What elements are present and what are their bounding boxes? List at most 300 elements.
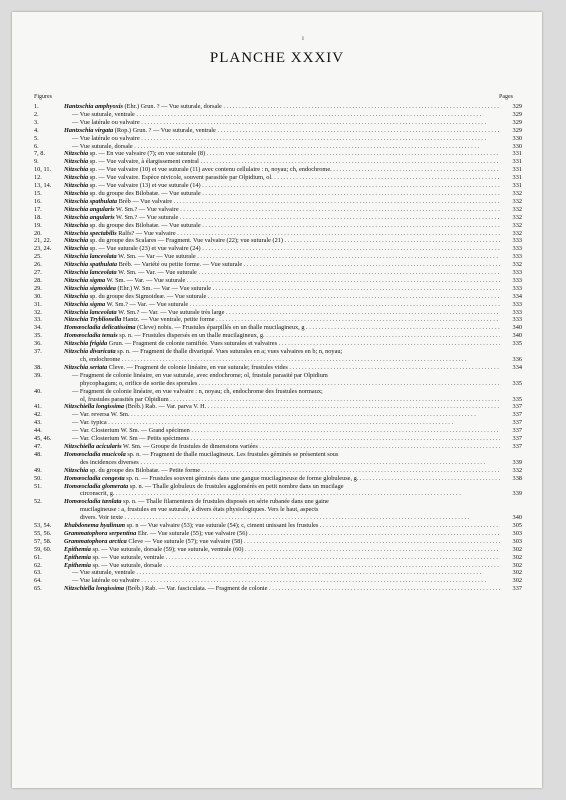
figure-entry-row [34,143,522,151]
figure-list [34,103,522,593]
page-number: 339 [512,490,522,498]
page-number: 335 [512,395,522,403]
figure-number: 37. [34,348,42,356]
figure-entry-row [34,316,522,324]
figure-description [64,277,500,285]
figure-number [34,459,64,467]
figure-description [64,103,500,111]
figure-description [64,380,500,388]
figure-entry-row [34,530,522,538]
species-name: Homœocladia tenuis [64,332,118,340]
figure-entry-row [34,506,522,514]
species-name: Nitzschia [64,166,89,174]
figure-description [64,222,500,230]
species-name: Nitzschia seriata [64,363,108,371]
figure-description [64,245,500,253]
figure-number: 65. [34,585,42,593]
figure-description [64,554,500,562]
figure-number: 49. [34,466,42,474]
species-name: Nitzschia sigma [64,276,106,284]
figure-entry-row [34,332,522,340]
figure-number: 36. [34,340,42,348]
figure-number: 9. [34,158,39,166]
page-number [500,372,522,380]
figure-description [64,577,500,585]
figure-entry-row [34,253,522,261]
description-text: sp. du groupe des Bilobatæ. — Petite forme [88,466,201,474]
description-text: W. Sm.? — Vue valvaire [114,205,179,213]
page-number: 333 [512,300,522,308]
figure-number: 48. [34,450,42,458]
figure-number: 44. [34,427,42,435]
page-number: 330 [512,134,522,142]
figure-number: 5. [34,134,39,142]
figure-description [64,435,500,443]
figure-description [64,135,500,143]
figure-number: 4. [34,126,39,134]
description-text: Cleve — Vue suturale (57); vue valvaire (58) [126,537,243,545]
figure-entry-row [34,285,522,293]
figure-number [34,506,64,514]
figure-description [64,127,500,135]
figure-entry-row [34,569,522,577]
species-name: Nitzschia frigida [64,340,108,348]
figure-entry-row [34,562,522,570]
figure-number [34,396,64,404]
species-name: Nitzschia [64,292,89,300]
species-name: Homœocladia mucicola [64,450,126,458]
figure-entry-row [34,443,522,451]
species-name: Nitzschia spectabilis [64,229,117,237]
description-text: sp. — Vue valvaire (13) et vue suturale (14) [88,182,201,190]
species-name: Nitzschia sigmoidea [64,284,116,292]
figure-entry-row [34,538,522,546]
figure-number: 27. [34,269,42,277]
page-number: 332 [512,205,522,213]
description-text: — Vue latérale ou valvaire [72,118,140,126]
figure-entry-row [34,245,522,253]
description-text: Cleve. — Fragment de colonie linéaire, en vue suturale; frustules vides [107,363,288,371]
description-text: Bréb — Vue valvaire [117,197,173,205]
figure-description [64,451,500,459]
description-text: ol, frustules parasités par Olpidium [80,395,169,403]
figure-number: 42. [34,411,42,419]
figure-number: 64. [34,577,42,585]
page-number: 337 [512,435,522,443]
figure-description [64,562,500,570]
figure-number: 6. [34,142,39,150]
figure-number: 53, 54. [34,522,52,530]
description-text: divers. Voir texte [80,514,123,522]
description-text: des incidences diverses [80,458,139,466]
figures-column-header: Figures [34,94,52,100]
description-text: sp. du groupe des Scalares — Fragment. Vue valvaire (22); vue suturale (21) [88,237,283,245]
figure-entry-row [34,261,522,269]
species-name: Nitzschia [64,182,89,190]
figure-entry-row [34,490,522,498]
page-number: 305 [512,522,522,530]
description-text: sp. du groupe des Sigmoideæ. — Vue suturale [88,292,207,300]
page-title: PLANCHE XXXIV [209,50,345,66]
description-text: sp. du groupe des Bilobatæ. — Vue suturale [88,221,201,229]
figure-entry-row [34,214,522,222]
figure-number: 20. [34,229,42,237]
figure-entry-row [34,230,522,238]
description-text: (Cleve) nobis. — Frustules éparpillés en un thalle mucilagineux, g [135,324,305,332]
description-text: sp. n. — Thalle globuleux de frustules agglomérés en petit nombre dans un mucilage [128,482,344,490]
figure-number: 43. [34,419,42,427]
figure-description [64,475,500,483]
description-text: W. Sm. — Var. — Vue suturale [105,276,186,284]
figure-number: 3. [34,118,39,126]
figure-description [64,293,500,301]
species-name: Nitzschia lanceolata [64,308,117,316]
figure-entry-row [34,166,522,174]
page-number [500,498,522,506]
pages-column-header: Pages [499,94,513,100]
figure-entry-row [34,301,522,309]
figure-description [64,150,500,158]
description-text: — Fragment de colonie linéaire, en vue suturale, avec endochrome; ol, frustule parasité par Olpidium [72,371,328,379]
figure-number: 2. [34,110,39,118]
page-number: 329 [512,103,522,110]
description-text: W. Sm. — Groupe de frustules de dimensions variées [121,442,258,450]
figure-number: 30. [34,292,42,300]
species-name: Nitzschia lanceolata [64,269,117,277]
page-number: 337 [512,411,522,419]
species-name: Nitzschia [64,237,89,245]
figure-number: 57, 58. [34,537,52,545]
figure-entry-row [34,411,522,419]
figure-description [64,285,500,293]
figure-number: 16. [34,197,42,205]
species-name: Nitzschia [64,158,89,166]
description-text: (Rop.) Grun. ? — Vue suturale, ventrale [113,126,216,134]
figure-description [64,182,500,190]
description-text: — Vue suturale, dorsale [72,142,133,150]
description-text: sp. n — Vue valvaire (53); vue suturale (54); c, ciment unissant les frustules [125,522,319,530]
figure-description [64,111,500,119]
figure-entry-row [34,340,522,348]
figure-number: 45, 46. [34,435,52,443]
figure-number: 1. [34,103,39,110]
figure-description [64,546,500,554]
figure-description [64,396,500,404]
page-number: 338 [512,474,522,482]
species-name: Nitzschia [64,150,89,158]
figure-entry-row [34,111,522,119]
page-number: 337 [512,427,522,435]
figure-entry-row [34,103,522,111]
figure-description [64,230,500,238]
figure-entry-row [34,451,522,459]
figure-entry-row [34,467,522,475]
description-text: W. Sm.? — Vue suturale [114,213,179,221]
species-name: Nitzschiella longissima [64,403,125,411]
figure-number: 33. [34,316,42,324]
species-name: Rhabdonema hyalinum [64,522,126,530]
figure-entry-row [34,237,522,245]
description-text: — Var. reversa W. Sm. [72,411,130,419]
description-text: sp. — Vue valvaire. Espèce nivicole, souvent parasitée par Olpidium, ol. [88,174,273,182]
figure-description [64,569,500,577]
figure-entry-row [34,522,522,530]
page-number: 331 [512,166,522,174]
figure-number: 28. [34,276,42,284]
figure-number: 51. [34,482,42,490]
figure-entry-row [34,419,522,427]
description-text: — Var. typica [72,419,107,427]
figure-entry-row [34,222,522,230]
page-number [500,348,522,356]
figure-entry-row [34,324,522,332]
figure-entry-row [34,396,522,404]
figure-description [64,253,500,261]
figure-entry-row [34,364,522,372]
species-name: Hantzschia virgata [64,126,114,134]
figure-description [64,443,500,451]
figure-number: 35. [34,332,42,340]
page-number: 333 [512,269,522,277]
figure-number [34,490,64,498]
figure-description [64,158,500,166]
figure-description [64,372,500,380]
figure-number: 12. [34,174,42,182]
species-name: Homœocladia tænlata [64,498,122,506]
figure-entry-row [34,577,522,585]
description-text: W. Sm.? — Var. — Vue suturale [105,300,189,308]
description-text: mucilagineuse : a, frustules en vue suturale, à divers états physiologiques. Vers le haut, aspects [80,506,319,514]
figure-description [64,411,500,419]
figure-description [64,166,500,174]
figure-entry-row [34,206,522,214]
page-number: 331 [512,158,522,166]
description-text: Grun. — Fragment de colonie ramifiée. Vues suturales et valvaires [107,340,278,348]
page-number [500,451,522,459]
figure-description [64,214,500,222]
figure-description [64,459,500,467]
figure-number: 41. [34,403,42,411]
description-text: W. Sm. — Var. — Vue suturale [116,269,197,277]
figure-entry-row [34,372,522,380]
figure-entry-row [34,403,522,411]
description-text: sp. du groupe des Bilobatæ. — Vue suturale [88,189,201,197]
page-number: 331 [512,182,522,190]
description-text: phycophagum; o, orifice de sortie des sporules [80,379,198,387]
page-number: 332 [512,466,522,474]
figure-description [64,498,500,506]
figure-description [64,143,500,151]
figure-entry-row [34,174,522,182]
page-number: 333 [512,284,522,292]
figure-number: 34. [34,324,42,332]
description-text: (Bréb.) Rab. — Var. parva V. H. [124,403,207,411]
species-name: Nitzschia spathulata [64,197,118,205]
species-name: Homœocladia congesta [64,474,125,482]
figure-number: 39. [34,371,42,379]
species-name: Nitzschia Tryblionella [64,316,122,324]
figure-description [64,490,500,498]
species-name: Nitzschia [64,221,89,229]
species-name: Nitzschia angularis [64,205,115,213]
figure-entry-row [34,277,522,285]
description-text: sp. n. — Frustules souvent géminés dans une gangue mucilagineuse de forme globuleuse, g. [124,474,359,482]
figure-description [64,388,500,396]
page-number: 334 [512,363,522,371]
page-number: 333 [512,316,522,324]
figure-number: 29. [34,284,42,292]
figure-description [64,348,500,356]
figure-description [64,427,500,435]
figure-description [64,585,500,593]
page-number: 333 [512,276,522,284]
figure-description [64,364,500,372]
species-name: Homœocladia glomerata [64,482,129,490]
page-number: 303 [512,529,522,537]
species-name: Nitzschia sigma [64,300,106,308]
page-number: 340 [512,332,522,340]
species-name: Nitzschia [64,189,89,197]
figure-description [64,340,500,348]
page-number: 340 [512,324,522,332]
figure-entry-row [34,135,522,143]
page-number: 337 [512,419,522,427]
page-number: 340 [512,514,522,522]
figure-description [64,506,500,514]
figure-number: 63. [34,569,42,577]
figure-description [64,206,500,214]
description-text: — Fragment de colonie linéaire, en vue valvaire : n, noyau; ch, endochrome des frustules normaux; [72,387,323,395]
figure-number: 13, 14. [34,182,52,190]
document-page [12,12,542,788]
figure-entry-row [34,585,522,593]
page-number: 302 [512,545,522,553]
figure-number: 26. [34,261,42,269]
figure-description [64,324,500,332]
figure-description [64,419,500,427]
description-text: sp. n. — Thalle filamenteux de frustules disposés en série rubanée dans une gaine [121,498,329,506]
figure-entry-row [34,388,522,396]
figure-description [64,198,500,206]
figure-description [64,403,500,411]
page-number: 332 [512,189,522,197]
figure-entry-row [34,190,522,198]
description-text: sp. n. — Fragment de thalle divariqué. Vues suturales en a; vues valvaires en b; n, noyau; [115,348,343,356]
page-number: 329 [512,118,522,126]
page-number: 332 [512,213,522,221]
figure-number: 21, 22. [34,237,52,245]
figure-entry-row [34,348,522,356]
page-number: 333 [512,245,522,253]
species-name: Nitzschia [64,466,89,474]
figure-number: 17. [34,205,42,213]
page-mark: ɪ [302,34,304,42]
figure-number: 59, 60. [34,545,52,553]
figure-description [64,301,500,309]
description-text: sp. — Vue suturale (23) et vue valvaire (24) [88,245,201,253]
description-text: sp. — Vue suturale, dorsale (59); vue suturale, ventrale (60) [90,545,244,553]
description-text: sp. — Vue suturale, dorsale [90,561,162,569]
description-text: W. Sm.? — Var. — Vue suturale très large [116,308,225,316]
figure-number: 38. [34,363,42,371]
figure-entry-row [34,198,522,206]
page-number: 332 [512,261,522,269]
figure-number: 15. [34,189,42,197]
description-text: circonscrit, g. [80,490,115,498]
page-number: 334 [512,292,522,300]
figure-description [64,269,500,277]
description-text: sp. — Vue valvaire (10) et vue suturale (11) avec contenu cellulaire : n, noyau; ch, endochrome. [88,166,332,174]
figure-number: 40. [34,387,42,395]
figure-entry-row [34,554,522,562]
figure-entry-row [34,158,522,166]
species-name: Epithemia [64,553,91,561]
description-text: sp. n. — Fragment de thalle mucilagineux. Les frustules géminés se présentent sous [125,450,339,458]
figure-number: 52. [34,498,42,506]
description-text: (Ehr.) W. Sm. — Var — Vue suturale [115,284,212,292]
description-text: — Var. Closterium W. Sm. — Grand spécimen [72,427,190,435]
figure-entry-row [34,127,522,135]
species-name: Epithemia [64,561,91,569]
page-number: 303 [512,537,522,545]
figure-number: 62. [34,561,42,569]
description-text: (Bréb.) Rab. — Var. fasciculata. — Fragment de colonie [124,585,268,593]
species-name: Nitzschia [64,174,89,182]
description-text: — Vue latérale ou valvaire [72,134,140,142]
figure-description [64,309,500,317]
page-number: 335 [512,340,522,348]
figure-description [64,538,500,546]
species-name: Nitzschia angularis [64,213,115,221]
page-number: 331 [512,174,522,182]
figure-description [64,483,500,491]
figure-entry-row [34,459,522,467]
figure-number: 31. [34,300,42,308]
figure-number: 50. [34,474,42,482]
species-name: Hantzschia amphyoxis [64,103,123,110]
description-text: W. Sm. — Var — Vue suturale [116,253,196,261]
page-number: 302 [512,577,522,585]
figure-description [64,174,500,182]
figure-description [64,119,500,127]
figure-entry-row [34,475,522,483]
page-number: 302 [512,553,522,561]
figure-number: 7, 8. [34,150,46,158]
page-number: 337 [512,585,522,593]
figure-number: 32. [34,308,42,316]
description-text: — Vue latérale ou valvaire [72,577,140,585]
page-number: 335 [512,379,522,387]
page-number: 333 [512,237,522,245]
figure-entry-row [34,293,522,301]
figure-number: 19. [34,221,42,229]
page-number [500,483,522,491]
figure-entry-row [34,356,522,364]
figure-number [34,514,64,522]
species-name: Nitzschia spathulata [64,261,118,269]
species-name: Grammatophora serpentina [64,529,137,537]
page-number: 337 [512,442,522,450]
description-text: Bréb. — Variété ou petite forme. — Vue suturale [117,261,243,269]
figure-number: 18. [34,213,42,221]
figure-number [34,380,64,388]
description-text: sp. — En vue valvaire (7); en vue suturale (8) [88,150,206,158]
species-name: Homœocladia delicatissima [64,324,136,332]
figure-description [64,514,500,522]
page-number: 337 [512,403,522,411]
figure-entry-row [34,435,522,443]
figure-number: 55, 56. [34,529,52,537]
